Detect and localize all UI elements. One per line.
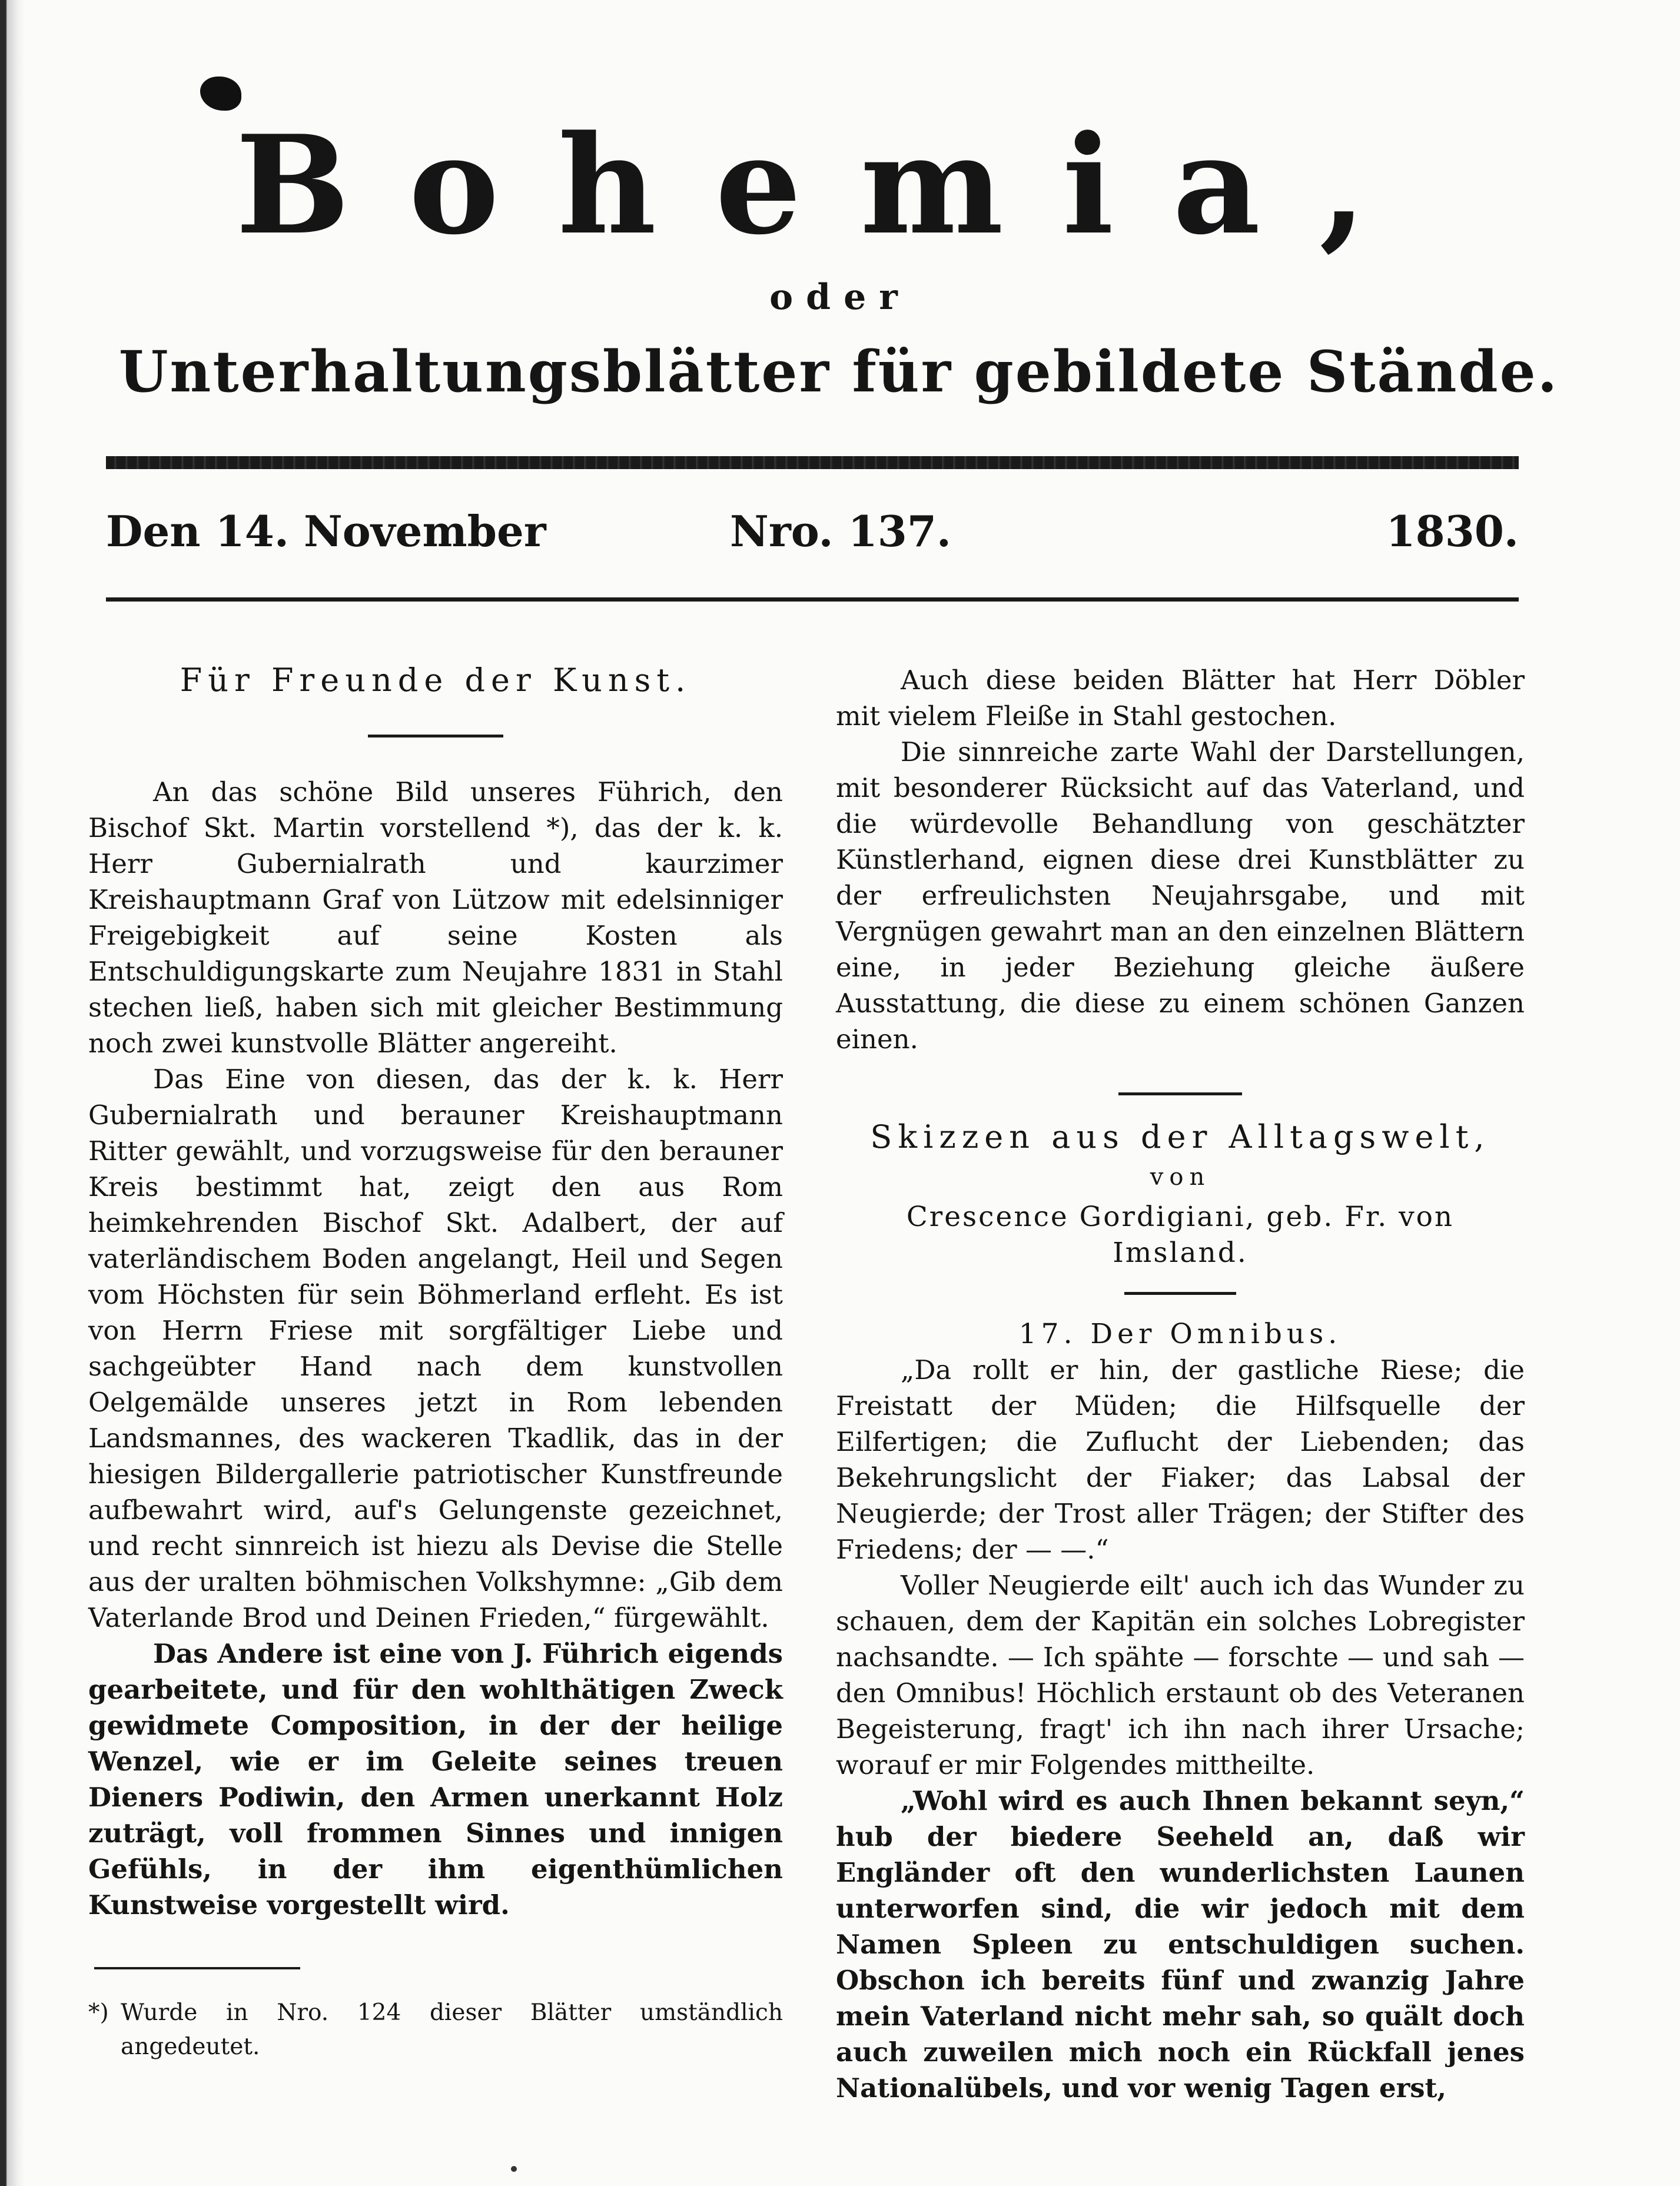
author-byline: Crescence Gordigiani, geb. Fr. von Imsland. (906, 1201, 1455, 1269)
footnote (88, 1996, 783, 2064)
masthead-title: Bohemia, (235, 106, 1426, 265)
footnote-marker: *) (88, 1999, 109, 2026)
masthead-rule (106, 456, 1519, 469)
left-column (88, 662, 783, 2064)
paragraph: An das schöne Bild unseres Führich, den Bischof Skt. Martin vorstellend *), das der k. k. Herr Gubernialrath und kaurzimer Kreishauptmann Graf von Lützow mit edelsinniger Freigebigkeit auf seine Kosten als Entschuldigungskarte zum Neujahre 1831 in Stahl stechen ließ, haben sich mit gleicher Bestimmung noch zwei kunstvolle Blätter angereiht. (88, 776, 783, 1059)
byline-von: von (1150, 1164, 1211, 1191)
footnote-text: Wurde in Nro. 124 dieser Blätter umständlich angedeutet. (121, 1999, 783, 2060)
issue-year: 1830. (1386, 506, 1519, 556)
masthead-subtitle: Unterhaltungsblätter für gebildete Stände. (118, 338, 1559, 405)
heading-divider (368, 735, 503, 737)
paragraph: Die sinnreiche zarte Wahl der Darstellungen, mit besonderer Rücksicht auf das Vaterland, und die würdevolle Behandlung von geschätzter Künstlerhand, eignen diese drei Kunstblätter zu der erfreulichsten Neujahrsgabe, und mit Vergnügen gewahrt man an den einzelnen Blättern eine, in jeder Beziehung gleiche äußere Ausstattung, die diese zu einem schönen Ganzen einen. (836, 736, 1525, 1055)
paragraph: Das Andere ist eine von J. Führich eigends gearbeitete, und für den wohlthätigen Zweck gewidmete Composition, in der der heilige Wenzel, wie er im Geleite seines treuen Dieners Podiwin, den Armen unerkannt Holz zuträgt, voll frommen Sinnes und innigen Gefühls, in der ihm eigenthümlichen Kunstweise vorgestellt wird. (88, 1638, 783, 1921)
paragraph: „Wohl wird es auch Ihnen bekannt seyn,“ hub der biedere Seeheld an, daß wir Engländer oft den wunderlichsten Launen unterworfen sind, die wir jedoch mit dem Namen Spleen zu entschuldigen suchen. Obschon ich bereits fünf und zwanzig Jahre mein Vaterland nicht mehr sah, so quält doch auch zuweilen mich noch ein Rückfall jenes Nationalübels, und vor wenig Tagen erst, (836, 1785, 1525, 2104)
issue-date: Den 14. November (106, 506, 546, 556)
section-divider (1118, 1092, 1242, 1095)
dateline (106, 506, 1519, 565)
dateline-rule (106, 597, 1519, 602)
paper-speck (511, 2166, 517, 2172)
article-heading-kunst: Für Freunde der Kunst. (180, 662, 692, 699)
article-heading-skizzen: Skizzen aus der Alltagswelt, (870, 1118, 1490, 1155)
quote-paragraph: „Da rollt er hin, der gastliche Riese; die Freistatt der Müden; die Hilfsquelle der Eilfertigen; die Zuflucht der Liebenden; das Bekehrungslicht der Fiaker; das Labsal der Neugierde; der Trost aller Trägen; der Stifter des Friedens; der — —.“ (836, 1354, 1525, 1565)
paragraph: Auch diese beiden Blätter hat Herr Döbler mit vielem Fleiße in Stahl gestochen. (836, 665, 1525, 732)
paragraph: Voller Neugierde eilt' auch ich das Wunder zu schauen, dem der Kapitän ein solches Lobregister nachsandte. — Ich spähte — forschte — und sah — den Omnibus! Höchlich erstaunt ob des Veteranen Begeisterung, fragt' ich ihn nach ihrer Ursache; worauf er mir Folgendes mittheilte. (836, 1570, 1525, 1780)
byline-divider (1124, 1292, 1236, 1295)
issue-number: Nro. 137. (730, 506, 951, 556)
footnote-divider (94, 1967, 300, 1969)
page-edge-shadow (0, 0, 25, 2186)
paragraph: Das Eine von diesen, das der k. k. Herr Gubernialrath und berauner Kreishauptmann Ritter gewählt, und vorzugsweise für den berauner Kreis bestimmt hat, zeigt den aus Rom heimkehrenden Bischof Skt. Adalbert, der auf vaterländischem Boden angelangt, Heil und Segen vom Höchsten für sein Böhmerland erfleht. Es ist von Herrn Friese mit sorgfältiger Liebe und sachgeübter Hand nach dem kunstvollen Oelgemälde unseres jetzt in Rom lebenden Landsmannes, des wackeren Tkadlik, das in der hiesigen Bildergallerie patriotischer Kunstfreunde aufbewahrt wird, auf's Gelungenste gezeichnet, und recht sinnreich ist hiezu als Devise die Stelle aus der uralten böhmischen Volkshymne: „Gib dem Vaterlande Brod und Deinen Frieden,“ fürgewählt. (88, 1064, 783, 1633)
section-title-omnibus: 17. Der Omnibus. (1018, 1318, 1342, 1350)
masthead-oder: oder (769, 277, 911, 318)
right-column (836, 662, 1525, 2106)
